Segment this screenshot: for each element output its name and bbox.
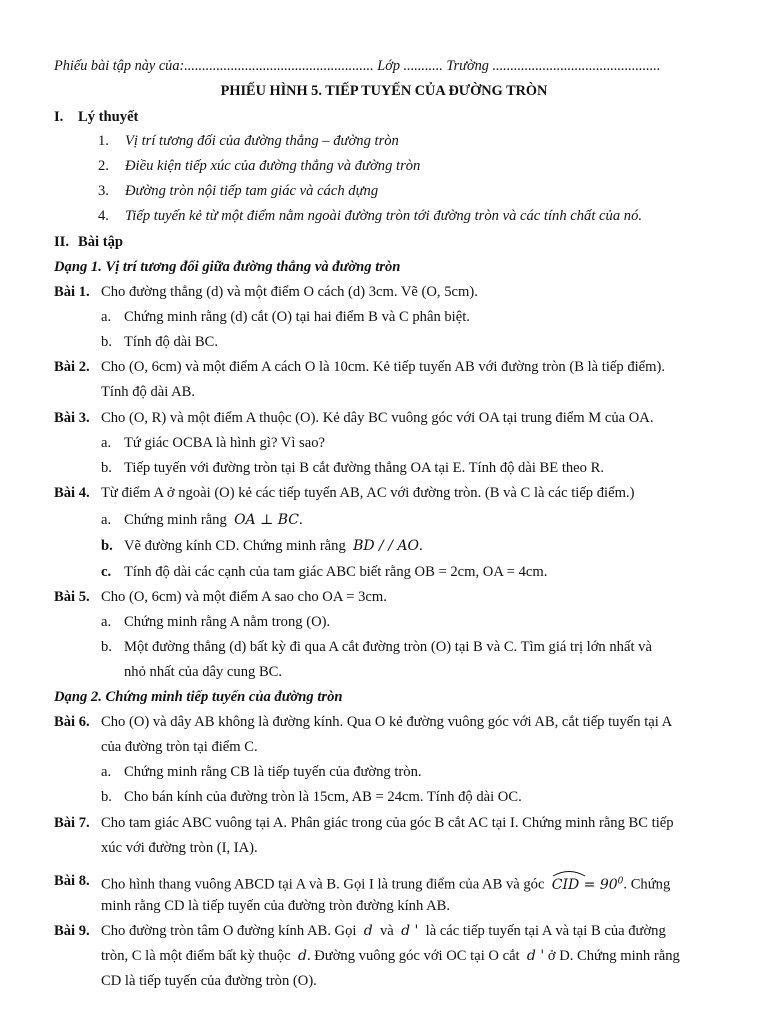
- worksheet-owner-line: Phiếu bài tập này của:..................................................... Lớp ........... Trường ...............................................: [54, 58, 661, 74]
- exercise-label: Bài 5.: [54, 589, 90, 605]
- angle-arc-icon: [552, 869, 586, 877]
- math-d: d: [363, 923, 373, 939]
- sub-item-a: a. Chứng minh rằng OA ⊥ BC.: [101, 512, 303, 528]
- exercise-text: Cho (O) và dây AB không là đường kính. Qua O kẻ đường vuông góc với AB, cắt tiếp tuyến tại A: [101, 714, 673, 730]
- section-label: Lý thuyết: [78, 109, 139, 125]
- section-theory-heading: [54, 107, 138, 127]
- math-d-prime: d ': [401, 923, 419, 939]
- section-exercises-heading: [54, 232, 123, 252]
- exercise-text: minh rằng CD là tiếp tuyến của đường tròn đường kính AB.: [101, 898, 451, 914]
- theory-item: 4. Tiếp tuyến kẻ từ một điểm nằm ngoài đường tròn tới đường tròn và các tính chất của nó.: [98, 208, 643, 224]
- exercise-text: Cho (O, 6cm) và một điểm A sao cho OA = 3cm.: [101, 589, 387, 605]
- sub-item-b: b. Một đường thẳng (d) bất kỳ đi qua A cắt đường tròn (O) tại B và C. Tìm giá trị lớn nhất và: [101, 639, 652, 655]
- exercise-label: Bài 3.: [54, 410, 90, 426]
- exercise-text: tròn, C là một điểm bất kỳ thuộc d. Đường vuông góc với OC tại O cắt d ' ở D. Chứng minh rằng: [101, 948, 680, 964]
- section-number: I.: [54, 109, 64, 125]
- dang1-heading: Dạng 1. Vị trí tương đối giữa đường thẳng và đường tròn: [54, 259, 401, 275]
- dang2-heading: Dạng 2. Chứng minh tiếp tuyến của đường tròn: [54, 689, 343, 705]
- sub-item-a: a. Chứng minh rằng A nằm trong (O).: [101, 614, 331, 630]
- sub-item-a: a. Chứng minh rằng CB là tiếp tuyến của đường tròn.: [101, 764, 422, 780]
- exercise-label: Bài 7.: [54, 815, 90, 831]
- sub-item-b: b. Tiếp tuyến với đường tròn tại B cắt đường thẳng OA tại E. Tính độ dài BE theo R.: [101, 460, 604, 476]
- exercise-label: Bài 4.: [54, 485, 90, 501]
- sub-item-b: b. Vẽ đường kính CD. Chứng minh rằng BD / / AO.: [101, 538, 423, 554]
- exercise-text: Từ điểm A ở ngoài (O) kẻ các tiếp tuyến AB, AC với đường tròn. (B và C là các tiếp điểm.): [101, 485, 635, 501]
- section-number: II.: [54, 234, 70, 250]
- sub-item-b: b. Cho bán kính của đường tròn là 15cm, AB = 24cm. Tính độ dài OC.: [101, 789, 522, 805]
- math-d-prime: d ': [526, 948, 545, 964]
- exercise-text: Cho tam giác ABC vuông tại A. Phân giác trong của góc B cắt AC tại I. Chứng minh rằng BC tiếp: [101, 815, 674, 831]
- exercise-text: của đường tròn tại điểm C.: [101, 739, 258, 755]
- exercise-text: Cho (O, R) và một điểm A thuộc (O). Kẻ dây BC vuông góc với OA tại trung điểm M của OA.: [101, 410, 654, 426]
- sub-item-a: a. Chứng minh rằng (d) cắt (O) tại hai điểm B và C phân biệt.: [101, 309, 470, 325]
- exercise-label: Bài 6.: [54, 714, 90, 730]
- page-title: PHIẾU HÌNH 5. TIẾP TUYẾN CỦA ĐƯỜNG TRÒN: [220, 83, 548, 99]
- sub-item-c: c. Tính độ dài các cạnh của tam giác ABC biết rằng OB = 2cm, OA = 4cm.: [101, 564, 548, 580]
- exercise-text: Tính độ dài AB.: [101, 384, 196, 400]
- math-d: d: [298, 948, 307, 964]
- math-parallel: BD / / AO: [353, 538, 419, 554]
- exercise-text: CD là tiếp tuyến của đường tròn (O).: [101, 973, 317, 989]
- theory-item: 2. Điều kiện tiếp xúc của đường thẳng và đường tròn: [98, 158, 421, 174]
- sub-item-b-continuation: nhỏ nhất của dây cung BC.: [124, 664, 283, 680]
- exercise-label: Bài 8.: [54, 873, 90, 889]
- sub-item-a: a. Tứ giác OCBA là hình gì? Vì sao?: [101, 435, 325, 451]
- exercise-text: Cho đường thẳng (d) và một điểm O cách (d) 3cm. Vẽ (O, 5cm).: [101, 284, 478, 300]
- theory-item: 3. Đường tròn nội tiếp tam giác và cách dựng: [98, 183, 379, 199]
- exercise-text: xúc với đường tròn (I, IA).: [101, 840, 258, 856]
- math-angle-cid: CID: [552, 875, 579, 895]
- exercise-label: Bài 2.: [54, 359, 90, 375]
- section-label: Bài tập: [78, 234, 124, 250]
- exercise-text: Cho đường tròn tâm O đường kính AB. Gọi d và d ' là các tiếp tuyến tại A và tại B của đường: [101, 923, 666, 939]
- sub-item-b: b. Tính độ dài BC.: [101, 334, 219, 350]
- exercise-text: Cho hình thang vuông ABCD tại A và B. Gọi I là trung điểm của AB và góc CID = $90^0$. Chứng: [101, 871, 670, 895]
- exercise-label: Bài 1.: [54, 284, 90, 300]
- exercise-label: Bài 9.: [54, 923, 90, 939]
- exercise-text: Cho (O, 6cm) và một điểm A cách O là 10cm. Kẻ tiếp tuyến AB với đường tròn (B là tiếp điểm).: [101, 359, 666, 375]
- theory-item: 1. Vị trí tương đối của đường thẳng – đường tròn: [98, 133, 399, 149]
- math-perpendicular: OA ⊥ BC: [234, 512, 299, 528]
